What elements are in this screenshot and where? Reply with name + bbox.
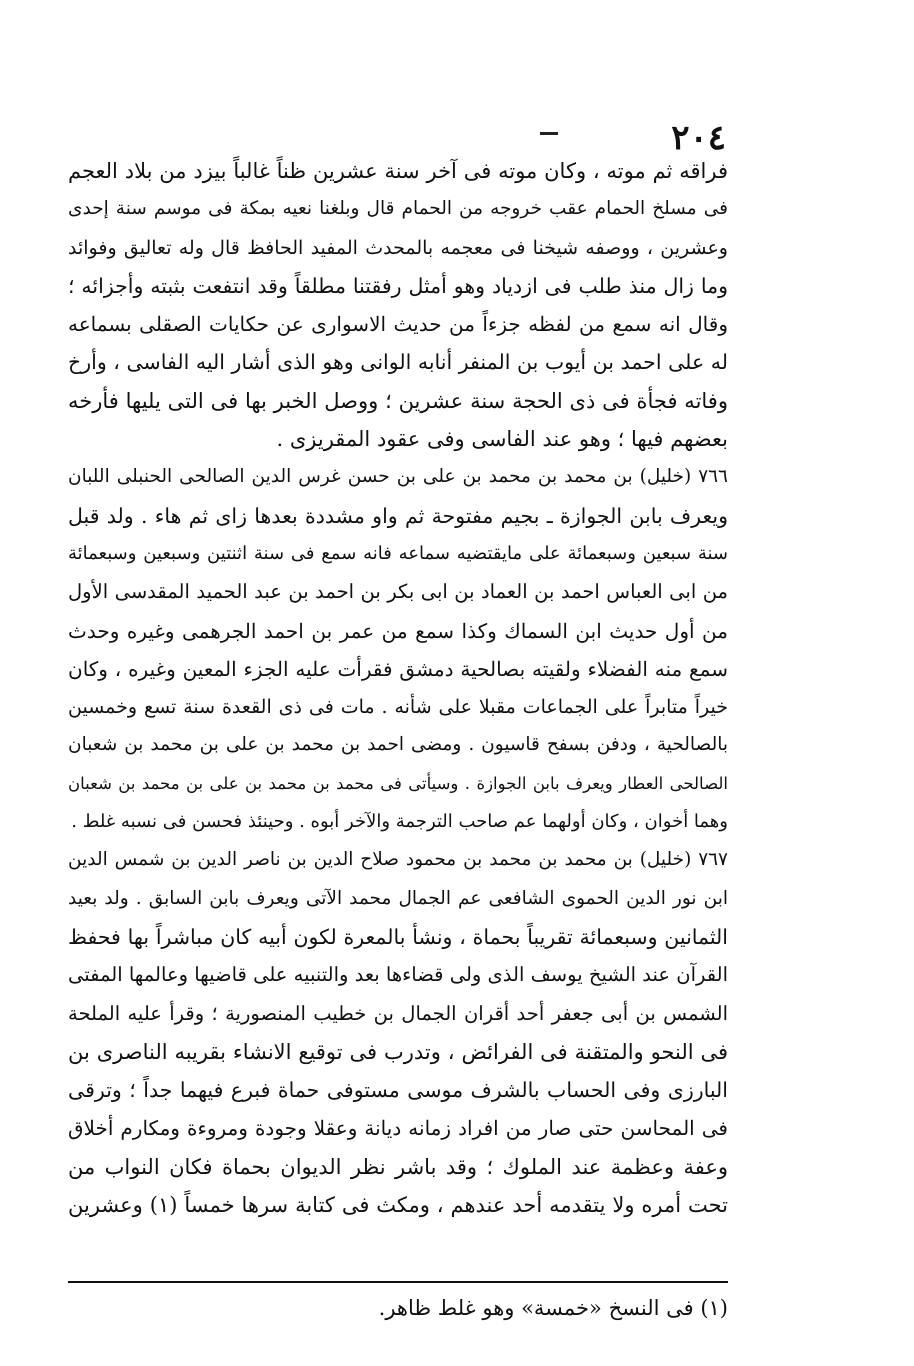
text-line: تحت أمره ولا يتقدمه أحد عندهم ، ومكث فى كتابة سرها خمساً (١) وعشرين — [68, 1193, 728, 1218]
page-number: ٢٠٤ — [671, 118, 726, 158]
footnote: (١) فى النسخ «خمسة» وهو غلط ظاهر. — [378, 1296, 728, 1320]
text-line: من ابى العباس احمد بن العماد بن ابى بكر بن احمد بن عبد الحميد المقدسى الأول — [68, 580, 728, 604]
text-line: فى مسلخ الحمام عقب خروجه من الحمام قال وبلغنا نعيه بمكة فى موسم سنة إحدى — [68, 198, 728, 220]
text-line: وفاته فجأة فى ذى الحجة سنة عشرين ؛ ووصل الخبر بها فى التى يليها فأرخه — [68, 388, 728, 413]
text-line: وقال انه سمع من لفظه جزءاً من حديث الاسوارى عن حكايات الصقلى بسماعه — [68, 312, 728, 337]
text-line: الثمانين وسبعمائة تقريباً بحماة ، ونشأ بالمعرة لكون أبيه كان مباشراً بها فحفظ — [68, 924, 728, 949]
text-line: له على احمد بن أيوب بن المنفر أنابه الوانى وهو الذى أشار اليه الفاسى ، وأرخ — [68, 350, 728, 375]
text-line: سمع منه الفضلاء ولقيته بصالحية دمشق فقرأت عليه الجزء المعين وغيره ، وكان — [68, 656, 728, 681]
text-line: وعشرين ، ووصفه شيخنا فى معجمه بالمحدث المفيد الحافظ قال وله تعاليق وفوائد — [68, 236, 728, 259]
text-line: ويعرف بابن الجوازة ـ بجيم مفتوحة ثم واو مشددة بعدها زاى ثم هاء . ولد قبل — [68, 503, 728, 528]
text-line: بالصالحية ، ودفن بسفح قاسيون . ومضى احمد بن محمد بن على بن محمد بن شعبان — [68, 734, 728, 756]
text-line: فراقه ثم موته ، وكان موته فى آخر سنة عشرين ظناً غالباً بيزد من بلاد العجم — [68, 159, 728, 183]
text-line: فى النحو والمتقنة فى الفرائض ، وتدرب فى توقيع الانشاء بقريبه الناصرى بن — [68, 1039, 728, 1064]
text-line: وما زال منذ طلب فى ازدياد وهو أمثل رفقتنا مطلقاً وقد انتفعت بثبته وأجزائه ؛ — [68, 273, 728, 298]
text-line: خيراً متابراً على الجماعات مقبلا على شأنه . مات فى ذى القعدة سنة تسع وخمسين — [68, 696, 728, 719]
text-line: البارزى وفى الحساب بالشرف موسى مستوفى حماة فبرع فيهما جداً ؛ وترقى — [68, 1078, 728, 1103]
text-line: ٧٦٧ (خليل) بن محمد بن محمد بن محمود صلاح الدين بن ناصر الدين بن شمس الدين — [68, 849, 728, 871]
text-line: الصالحى العطار ويعرف بابن الجوازة . وسيأتى فى محمد بن محمد بن على بن محمد بن شعبان — [68, 773, 728, 793]
text-line: ٧٦٦ (خليل) بن محمد بن محمد بن على بن حسن غرس الدين الصالحى الحنبلى اللبان — [68, 466, 728, 488]
header-dash-mark — [540, 132, 558, 135]
text-line: ابن نور الدين الحموى الشافعى عم الجمال محمد الآتى ويعرف بابن السابق . ولد بعيد — [68, 887, 728, 909]
body-text — [68, 152, 728, 1224]
text-line: من أول حديث ابن السماك وكذا سمع من عمر بن احمد الجرهمى وغيره وحدث — [68, 618, 728, 643]
text-line: سنة سبعين وسبعمائة على مايقتضيه سماعه فانه سمع فى سنة اثنتين وسبعين وسبعمائة — [68, 542, 728, 564]
footnote-separator — [68, 1281, 728, 1283]
text-line: الشمس بن أبى جعفر أحد أقران الجمال بن خطيب المنصورية ؛ وقرأ عليه الملحة — [68, 1001, 728, 1025]
text-line: بعضهم فيها ؛ وهو عند الفاسى وفى عقود المقريزى . — [276, 427, 728, 452]
text-line: وهما أخوان ، وكان أولهما عم صاحب الترجمة والآخر أبوه . وحينئذ فحسن فى نسبه غلط . — [71, 811, 728, 833]
text-line: فى المحاسن حتى صار من افراد زمانه ديانة وعقلا وجودة ومروءة ومكارم أخلاق — [68, 1116, 728, 1141]
text-line: القرآن عند الشيخ يوسف الذى ولى قضاءها بعد والتنبيه على قاضيها وعالمها المفتى — [68, 963, 728, 987]
text-line: وعفة وعظمة عند الملوك ؛ وقد باشر نظر الديوان بحماة فكان النواب من — [68, 1154, 728, 1179]
